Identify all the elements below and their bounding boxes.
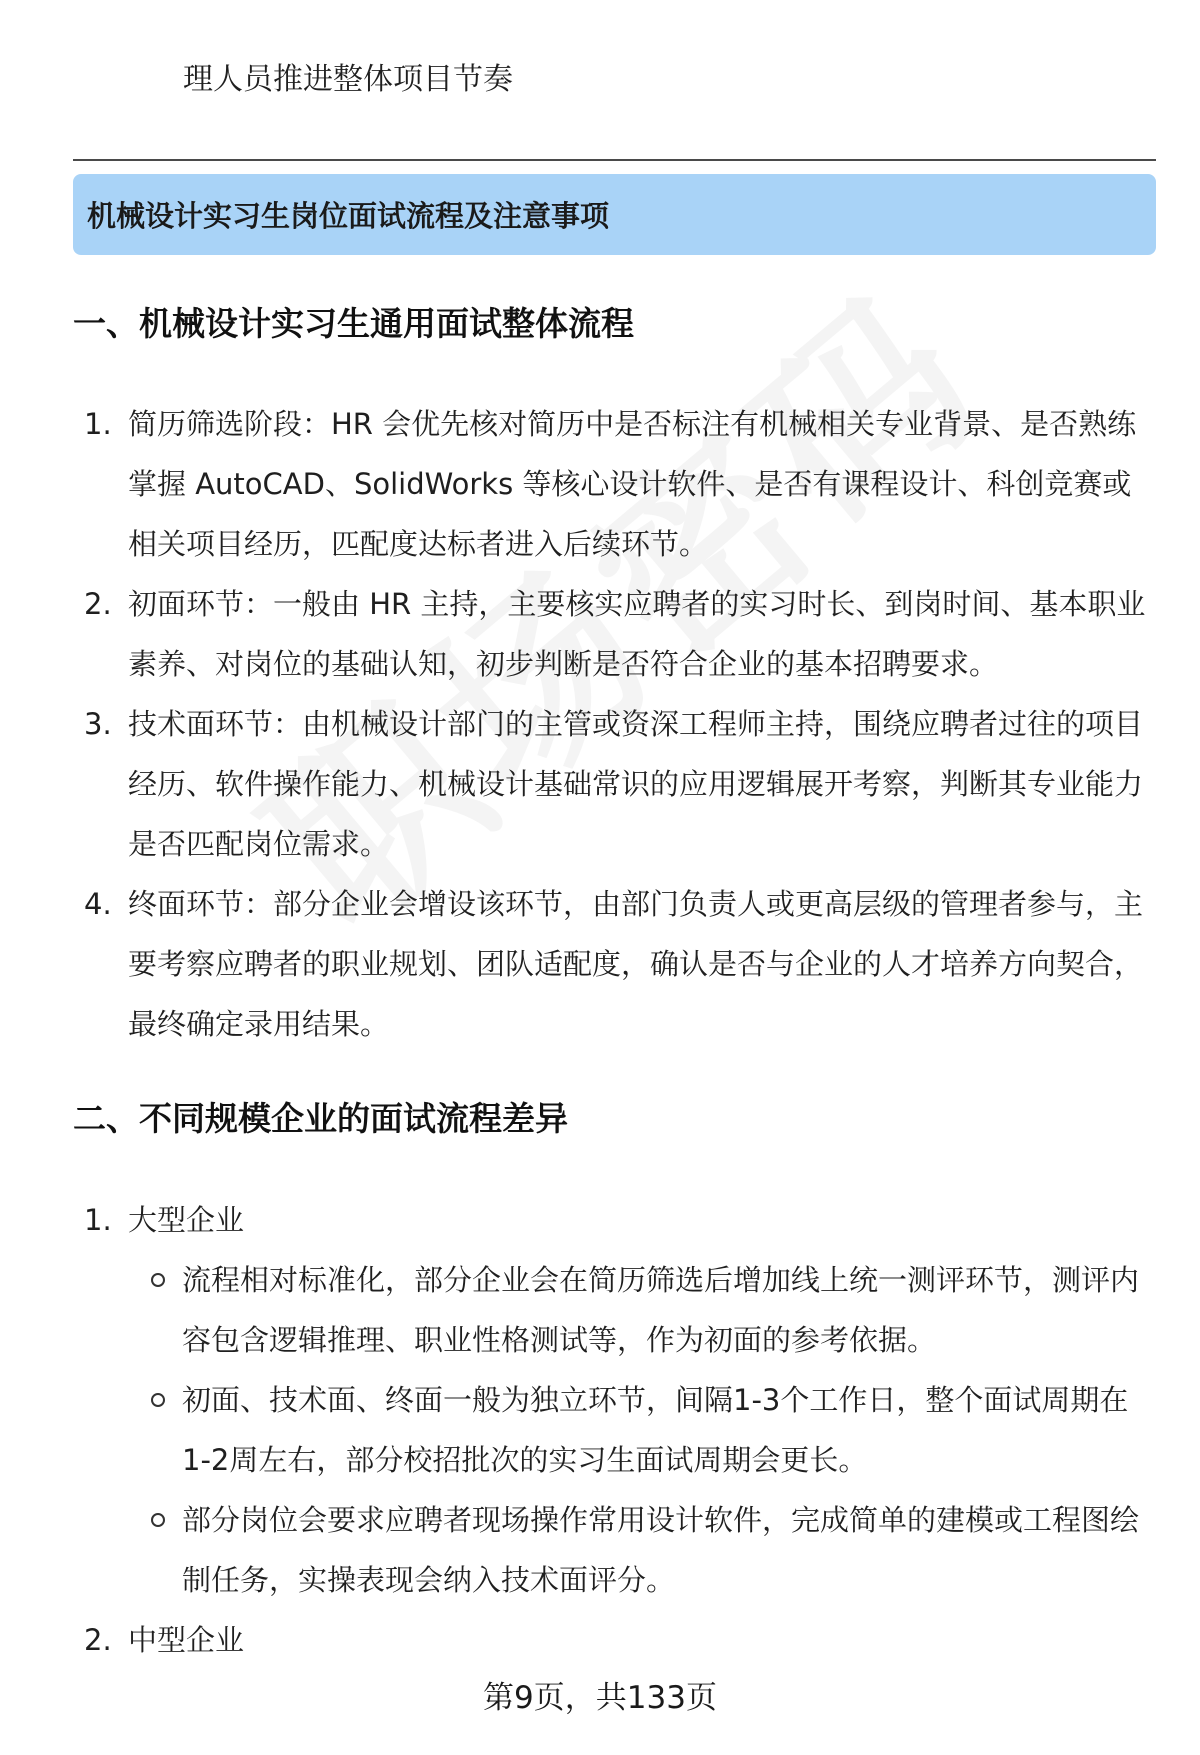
- sub-list-item: [0, 1250, 1200, 1370]
- list-number: 2.: [84, 587, 112, 621]
- page-number: 第9页，共133页: [483, 1680, 717, 1716]
- list-number: 1.: [84, 1203, 112, 1237]
- sub-item-text: 流程相对标准化，部分企业会在简历筛选后增加线上统一测评环节，测评内容包含逻辑推理、职业性格测试等，作为初面的参考依据。: [182, 1263, 1140, 1357]
- circle-bullet-icon: [151, 1273, 165, 1287]
- list-item-text: 简历筛选阶段：HR 会优先核对简历中是否标注有机械相关专业背景、是否熟练掌握 AutoCAD、SolidWorks 等核心设计软件、是否有课程设计、科创竞赛或相关项目经历，匹配度达标者进入后续环节。: [128, 407, 1137, 561]
- list-item: [0, 694, 1200, 874]
- section-2-list: [0, 1190, 1200, 1670]
- divider: [73, 159, 1156, 161]
- list-item-text: 中型企业: [128, 1623, 245, 1657]
- sub-list-item: [0, 1370, 1200, 1490]
- section-2-heading: 二、不同规模企业的面试流程差异: [73, 1099, 568, 1138]
- list-item-text: 大型企业: [128, 1203, 245, 1237]
- list-item: [0, 1610, 1200, 1670]
- sub-list-item: [0, 1490, 1200, 1610]
- list-number: 4.: [84, 887, 112, 921]
- list-item-text: 初面环节：一般由 HR 主持，主要核实应聘者的实习时长、到岗时间、基本职业素养、对岗位的基础认知，初步判断是否符合企业的基本招聘要求。: [128, 587, 1146, 681]
- list-item: [0, 574, 1200, 694]
- list-item: [0, 1190, 1200, 1250]
- list-item-text: 终面环节：部分企业会增设该环节，由部门负责人或更高层级的管理者参与，主要考察应聘者的职业规划、团队适配度，确认是否与企业的人才培养方向契合，最终确定录用结果。: [128, 887, 1144, 1041]
- list-item: [0, 394, 1200, 574]
- topic-banner: 机械设计实习生岗位面试流程及注意事项: [73, 174, 1156, 255]
- list-number: 1.: [84, 407, 112, 441]
- sub-item-text: 部分岗位会要求应聘者现场操作常用设计软件，完成简单的建模或工程图绘制任务，实操表现会纳入技术面评分。: [182, 1503, 1140, 1597]
- section-1-heading: 一、机械设计实习生通用面试整体流程: [73, 304, 634, 343]
- section-1-list: [0, 394, 1200, 1054]
- circle-bullet-icon: [151, 1513, 165, 1527]
- continuation-text: 理人员推进整体项目节奏: [183, 62, 513, 97]
- list-number: 3.: [84, 707, 112, 741]
- list-item: [0, 874, 1200, 1054]
- sub-item-text: 初面、技术面、终面一般为独立环节，间隔1-3个工作日，整个面试周期在1-2周左右，部分校招批次的实习生面试周期会更长。: [182, 1383, 1129, 1477]
- list-item-text: 技术面环节：由机械设计部门的主管或资深工程师主持，围绕应聘者过往的项目经历、软件操作能力、机械设计基础常识的应用逻辑展开考察，判断其专业能力是否匹配岗位需求。: [128, 707, 1144, 861]
- list-number: 2.: [84, 1623, 112, 1657]
- circle-bullet-icon: [151, 1393, 165, 1407]
